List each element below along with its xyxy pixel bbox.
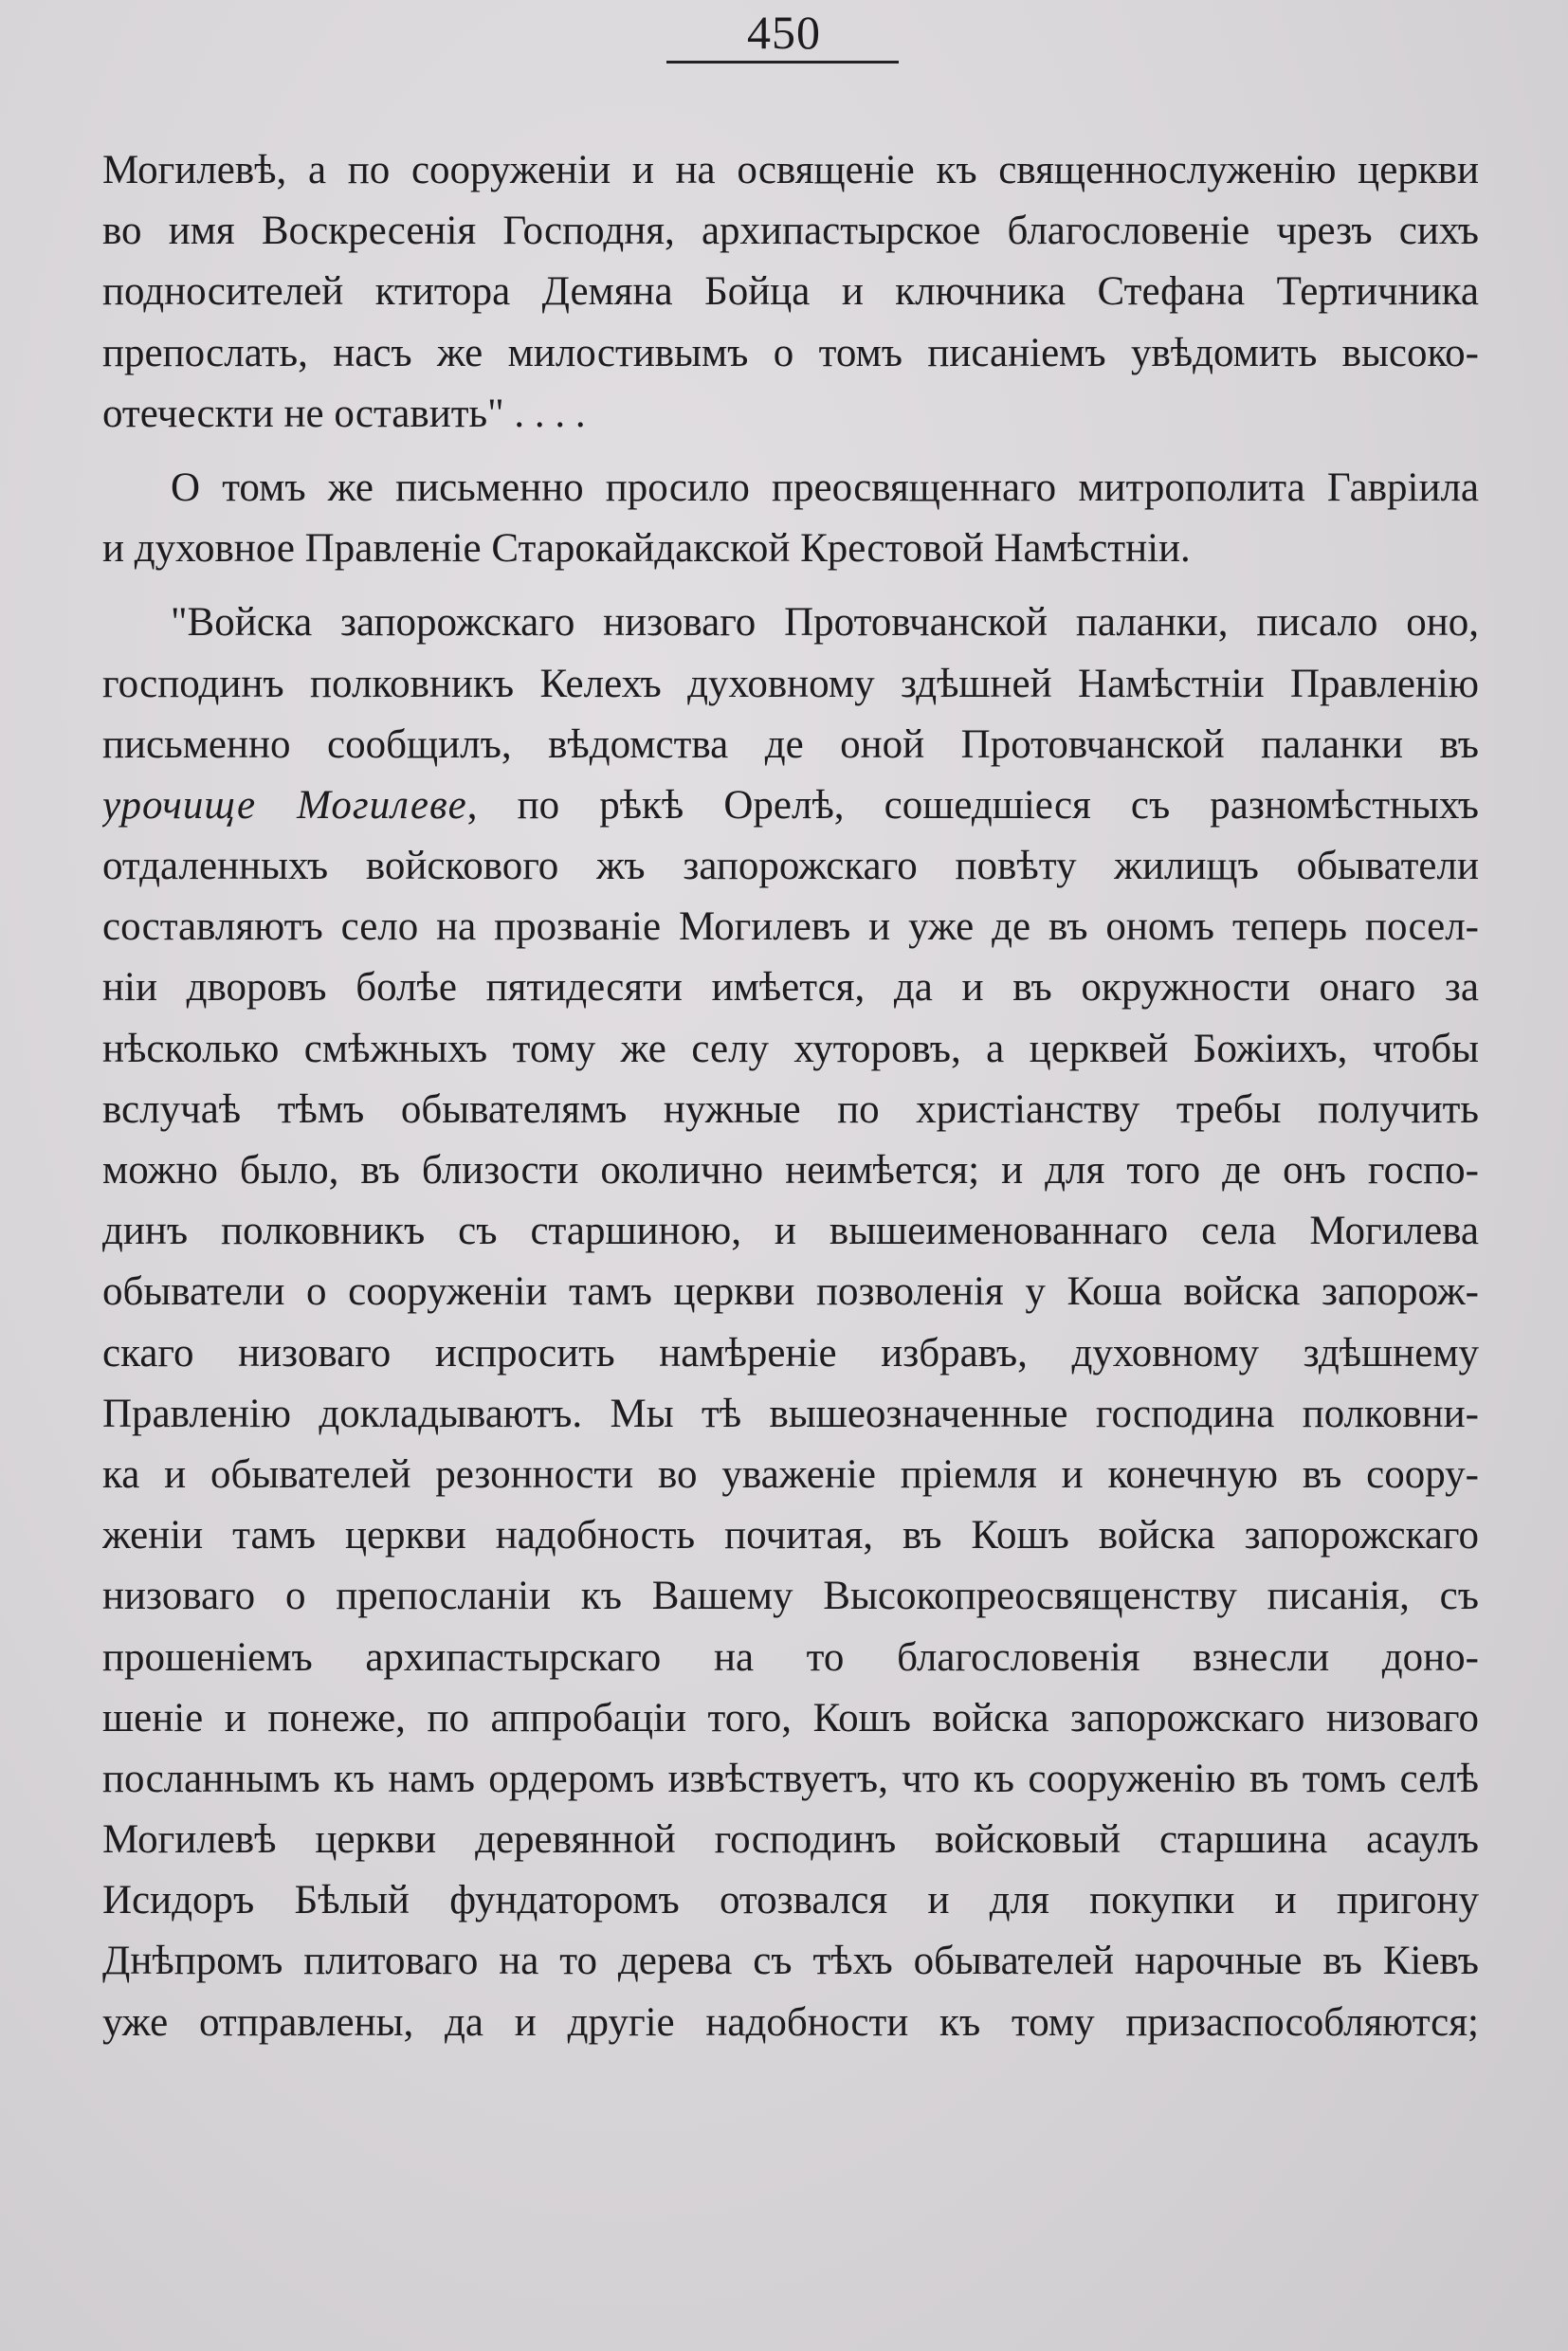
text-line: уже отправлены, да и другіе надобности къ тому призаспособляются;	[102, 1999, 1479, 2045]
text-line: во имя Воскресенія Господня, архипастырское благословеніе чрезъ сихъ	[102, 209, 1479, 254]
page-body	[102, 140, 1479, 2053]
text-line: вслучаѣ тѣмъ обывателямъ нужные по христіанству требы получить	[102, 1086, 1479, 1132]
text-line	[102, 775, 1479, 836]
text-line: Могилевѣ церкви деревянной господинъ войсковый старшина асаулъ	[102, 1817, 1479, 1863]
text-line: Днѣпромъ плитоваго на то дерева съ тѣхъ обывателей нарочные въ Кіевъ	[102, 1939, 1479, 1984]
text-line: нѣсколько смѣжныхъ тому же селу хуторовъ, а церквей Божіихъ, чтобы	[102, 1026, 1479, 1071]
text-line: и духовное Правленіе Старокайдакской Крестовой Намѣстніи.	[102, 526, 1191, 572]
text-line: Исидоръ Бѣлый фундаторомъ отозвался и для покупки и пригону	[102, 1878, 1479, 1923]
text-line: Могилевѣ, а по сооруженіи и на освященіе къ священнослуженію церкви	[102, 148, 1479, 192]
text-line: динъ полковникъ съ старшиною, и вышеименованнаго села Могилева	[102, 1209, 1479, 1254]
text-line: составляютъ село на прозваніе Могилевъ и уже де въ ономъ теперь посел-	[102, 904, 1479, 950]
text-line: Правленію докладываютъ. Мы тѣ вышеозначенные господина полковни-	[102, 1391, 1479, 1436]
text-line: отдаленныхъ войскового жъ запорожскаго повѣту жилищъ обыватели	[102, 844, 1479, 889]
text-line: господинъ полковникъ Келехъ духовному здѣшней Намѣстніи Правленію	[102, 661, 1479, 706]
text-line: низоваго о препосланіи къ Вашему Высокопреосвященству писанія, съ	[102, 1574, 1479, 1619]
line-text: , по рѣкѣ Орелѣ, сошедшіеся съ разномѣстныхъ	[466, 782, 1479, 828]
text-line: можно было, въ близости околично неимѣется; и для того де онъ госпо-	[102, 1148, 1479, 1193]
page-number: 450	[747, 6, 821, 59]
text-line: письменно сообщилъ, вѣдомства де оной Протовчанской паланки въ	[102, 721, 1479, 767]
text-line: прошеніемъ архипастырскаго на то благословенія взнесли доно-	[102, 1634, 1479, 1680]
text-line: ніи дворовъ болѣе пятидесяти имѣется, да и въ окружности онаго за	[102, 965, 1479, 1011]
text-line: препослать, насъ же милостивымъ о томъ писаніемъ увѣдомить высоко-	[102, 330, 1479, 375]
italic-place-name: урочище Могилеве	[102, 782, 467, 828]
text-line: обыватели о сооруженіи тамъ церкви позволенія у Коша войска запорож-	[102, 1269, 1479, 1315]
text-line: скаго низоваго испросить намѣреніе избравъ, духовному здѣшнему	[102, 1330, 1479, 1376]
text-line: "Войска запорожскаго низоваго Протовчанской паланки, писало оно,	[171, 600, 1479, 646]
text-line: посланнымъ къ намъ ордеромъ извѣствуетъ, что къ сооруженію въ томъ селѣ	[102, 1756, 1479, 1801]
text-line: шеніе и понеже, по аппробаціи того, Кошъ войска запорожскаго низоваго	[102, 1695, 1479, 1740]
text-line: подносителей ктитора Демяна Бойца и ключника Стефана Тертичника	[102, 269, 1479, 315]
text-line: отеческти не оставить" . . . .	[102, 391, 586, 436]
text-line: женіи тамъ церкви надобность почитая, въ Кошъ войска запорожскаго	[102, 1513, 1479, 1558]
text-line: О томъ же письменно просило преосвященнаго митрополита Гавріила	[171, 465, 1479, 510]
text-line: ка и обывателей резонности во уваженіе пріемля и конечную въ соору-	[102, 1451, 1479, 1497]
header-rule	[666, 61, 899, 64]
